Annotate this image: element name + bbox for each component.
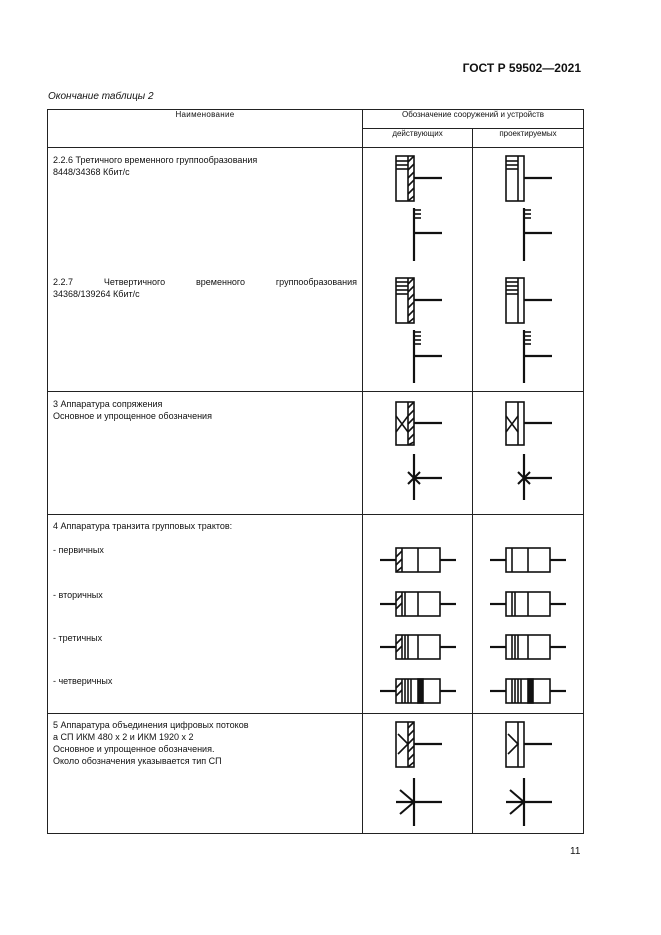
symbols-3-planned (473, 392, 584, 515)
header-designation: Обозначение сооружений и устройств (363, 110, 584, 129)
document-code: ГОСТ Р 59502—2021 (462, 61, 581, 75)
transit-item-secondary: - вторичных (53, 590, 103, 600)
row-226-title: 2.2.6 Третичного временного группообразования (53, 155, 258, 165)
row-interface (48, 392, 363, 515)
transit-item-tertiary: - третичных (53, 633, 103, 643)
table-caption: Окончание таблицы 2 (48, 91, 154, 102)
combiner-existing-symbol (363, 714, 473, 833)
transit-item-quaternary: - четверичных (53, 676, 113, 686)
row-5-title: 5 Аппаратура объединения цифровых потоков (53, 720, 249, 730)
transit-planned-symbol (473, 515, 584, 713)
transit-existing-symbol (363, 515, 473, 713)
symbols-5-existing (363, 714, 473, 834)
symbols-226-227-existing (363, 148, 473, 392)
symbols-4-existing (363, 515, 473, 714)
multiplexer-planned-symbol (473, 148, 584, 391)
row-3-title: 3 Аппаратура сопряжения (53, 399, 163, 409)
transit-item-primary: - первичных (53, 545, 104, 555)
symbols-3-existing (363, 392, 473, 515)
row-5-note-1: Основное и упрощенное обозначения. (53, 744, 215, 754)
row-stream-combining (48, 714, 363, 834)
row-4-title: 4 Аппаратура транзита групповых трактов: (53, 521, 233, 531)
row-multiplexing (48, 148, 363, 392)
header-planned: проектируемых (473, 129, 584, 148)
header-name: Наименование (48, 110, 363, 148)
symbols-4-planned (473, 515, 584, 714)
row-5-note-2: Около обозначения указывается тип СП (53, 756, 222, 766)
symbols-5-planned (473, 714, 584, 834)
row-transit (48, 515, 363, 714)
row-227-title: 2.2.7 Четвертичного временного группообразования (53, 277, 357, 287)
page-number: 11 (570, 846, 581, 857)
interface-existing-symbol (363, 392, 473, 514)
multiplexer-existing-symbol (363, 148, 473, 391)
symbols-226-227-planned (473, 148, 584, 392)
row-226-rate: 8448/34368 Кбит/с (53, 167, 130, 177)
row-3-subtitle: Основное и упрощенное обозначения (53, 411, 212, 421)
combiner-planned-symbol (473, 714, 584, 833)
symbols-table (47, 109, 584, 834)
interface-planned-symbol (473, 392, 584, 514)
row-227-rate: 34368/139264 Кбит/с (53, 289, 140, 299)
header-existing: действующих (363, 129, 473, 148)
row-5-systems: а СП ИКМ 480 х 2 и ИКМ 1920 х 2 (53, 732, 194, 742)
